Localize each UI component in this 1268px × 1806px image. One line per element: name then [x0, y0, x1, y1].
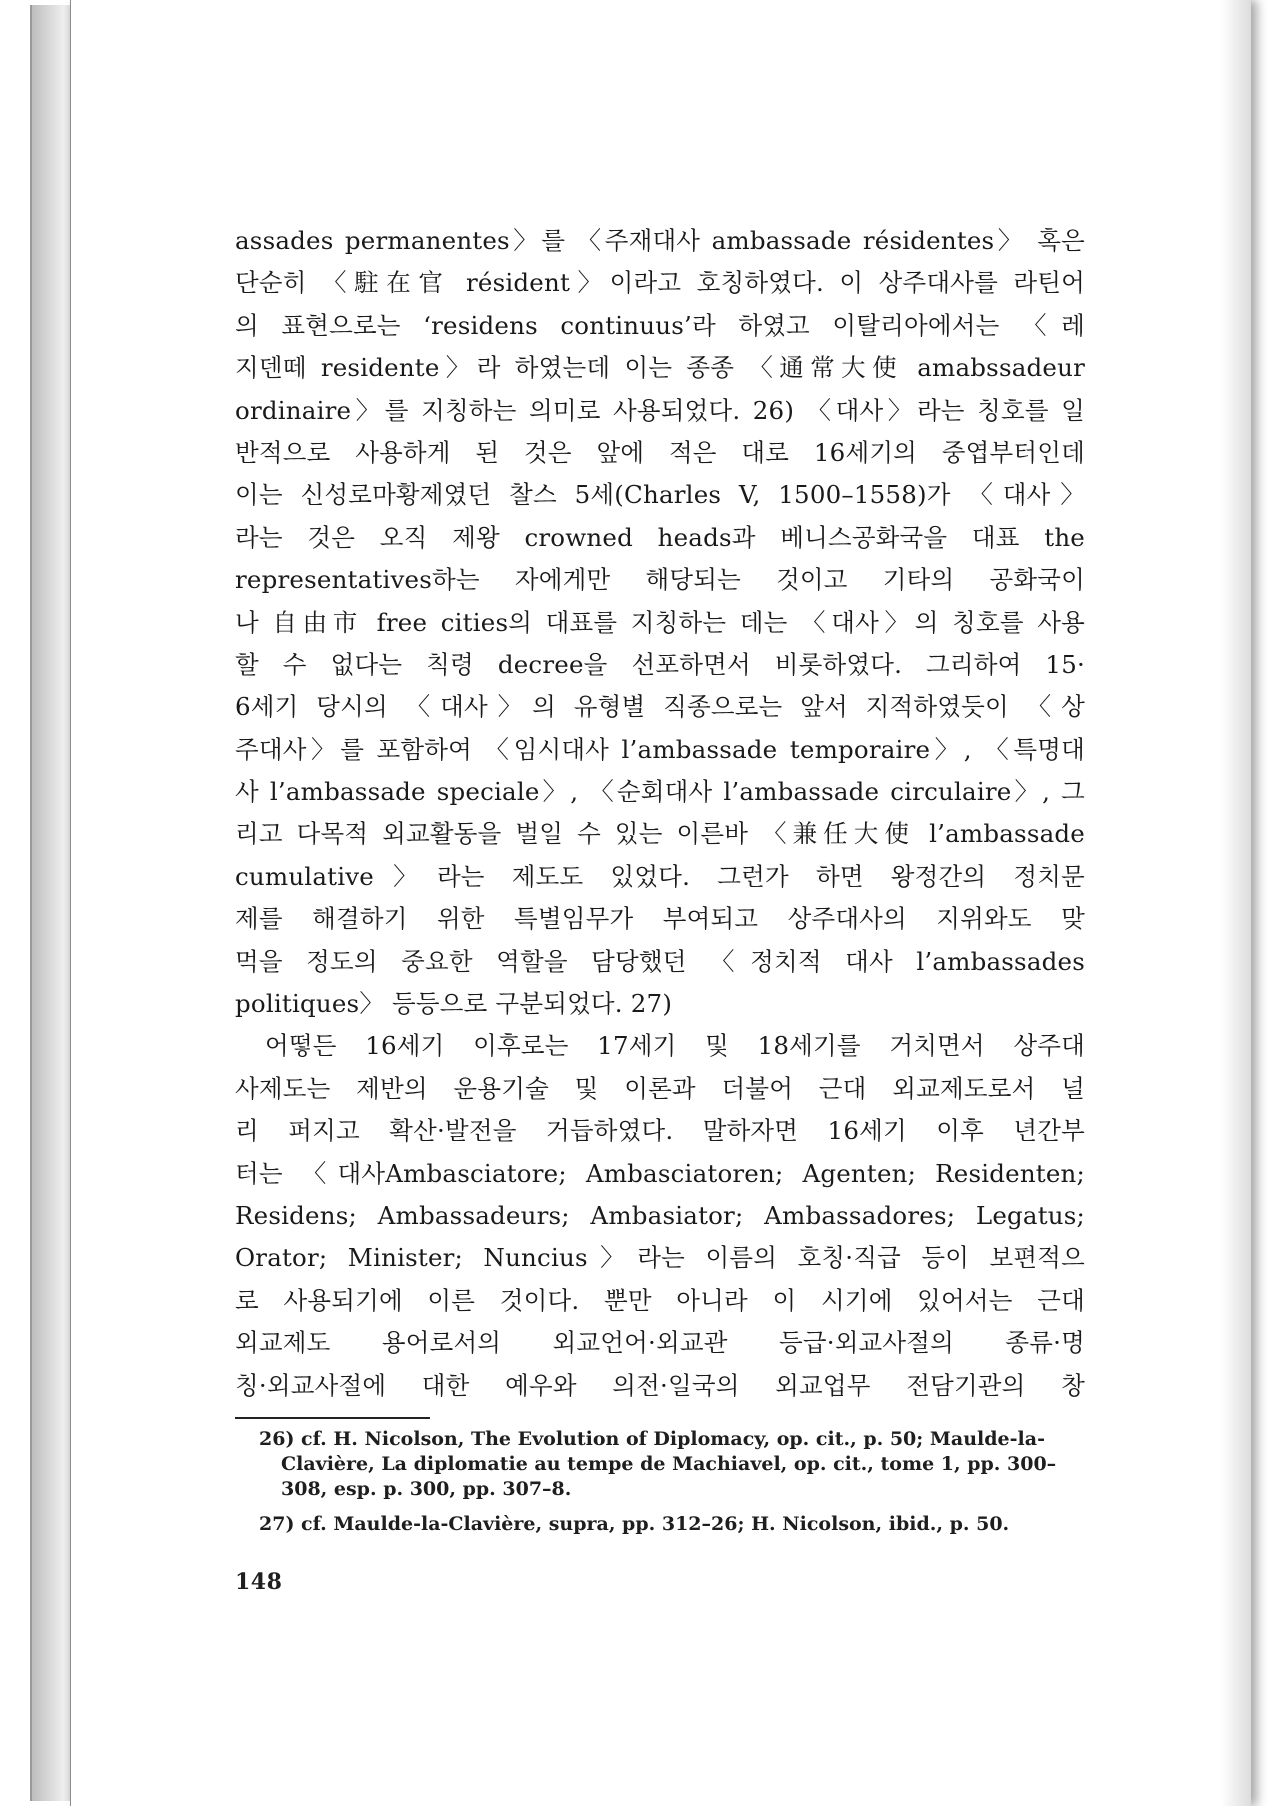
body-line: 6세기 당시의 〈대사〉의 유형별 직종으로는 앞서 지적하였듯이 〈상 [235, 692, 1085, 722]
body-line: 리고 다목적 외교활동을 벌일 수 있는 이른바 〈兼任大使 l’ambassade [235, 819, 1085, 849]
body-line: 외교제도 용어로서의 외교언어·외교관 등급·외교사절의 종류·명 [235, 1328, 1085, 1358]
body-line: 사 l’ambassade speciale〉, 〈순회대사 l’ambassade circulaire〉, 그 [235, 777, 1085, 807]
footnote-26-line: 308, esp. p. 300, pp. 307–8. [281, 1477, 572, 1500]
body-line: 나 自由市 free cities의 대표를 지칭하는 데는 〈대사〉의 칭호를 사용 [235, 607, 1085, 637]
body-line: politiques〉 등등으로 구분되었다. 27) [235, 989, 673, 1019]
page-number: 148 [235, 1568, 283, 1595]
body-line: 먹을 정도의 중요한 역할을 담당했던 〈정치적 대사 l’ambassades [235, 946, 1085, 976]
body-line: 이는 신성로마황제였던 찰스 5세(Charles V, 1500–1558)가 〈대사〉 [235, 480, 1085, 510]
body-line: 터는 〈대사Ambasciatore; Ambasciatoren; Agenten; Residenten; [235, 1158, 1085, 1188]
footnotes [235, 1427, 1085, 1537]
body-line: 할 수 없다는 칙령 decree을 선포하면서 비롯하였다. 그리하여 15· [235, 649, 1085, 679]
body-line: 칭·외교사절에 대한 예우와 의전·일국의 외교업무 전담기관의 창 [235, 1370, 1085, 1400]
page-text-column [235, 220, 1085, 1595]
body-line: 리 퍼지고 확산·발전을 거듭하였다. 말하자면 16세기 이후 년간부 [235, 1116, 1085, 1146]
footnote-26-line: Clavière, La diplomatie au tempe de Machiavel, op. cit., tome 1, pp. 300– [281, 1452, 1057, 1475]
footnote-27: 27) cf. Maulde-la-Clavière, supra, pp. 312–26; H. Nicolson, ibid., p. 50. [259, 1512, 1010, 1535]
body-line: ordinaire〉를 지칭하는 의미로 사용되었다. 26) 〈대사〉라는 칭호를 일 [235, 395, 1085, 425]
body-line: 라는 것은 오직 제왕 crowned heads과 베니스공화국을 대표 the [235, 522, 1085, 552]
footnote-26-line: 26) cf. H. Nicolson, The Evolution of Diplomacy, op. cit., p. 50; Maulde-la- [259, 1427, 1045, 1450]
body-line: Orator; Minister; Nuncius〉라는 이름의 호칭·직급 등이 보편적으 [235, 1243, 1085, 1273]
body-line: 사제도는 제반의 운용기술 및 이론과 더불어 근대 외교제도로서 널 [235, 1073, 1085, 1103]
body-line: assades permanentes〉를 〈주재대사 ambassade résidentes〉 혹은 [235, 226, 1085, 255]
body-line: 의 표현으로는 ‘residens continuus’라 하였고 이탈리아에서는 〈레 [235, 310, 1085, 340]
body-line: 로 사용되기에 이른 것이다. 뿐만 아니라 이 시기에 있어서는 근대 [235, 1285, 1085, 1315]
body-line: 주대사〉를 포함하여 〈임시대사 l’ambassade temporaire〉, 〈특명대 [235, 734, 1085, 764]
footnote-divider [235, 1417, 430, 1419]
body-line: 단순히 〈駐在官 résident〉이라고 호칭하였다. 이 상주대사를 라틴어 [235, 268, 1085, 298]
body-line: 반적으로 사용하게 된 것은 앞에 적은 대로 16세기의 중엽부터인데 [235, 437, 1085, 467]
body-line: Residens; Ambassadeurs; Ambasiator; Ambassadores; Legatus; [235, 1200, 1085, 1230]
page-right-shadow [1221, 0, 1251, 1806]
body-line: 어떻든 16세기 이후로는 17세기 및 18세기를 거치면서 상주대 [265, 1031, 1085, 1061]
body-line: cumulative〉라는 제도도 있었다. 그런가 하면 왕정간의 정치문 [235, 861, 1085, 891]
body-line: 제를 해결하기 위한 특별임무가 부여되고 상주대사의 지위와도 맞 [235, 904, 1085, 934]
body-line: 지덴떼 residente〉라 하였는데 이는 종종 〈通常大使 amabssadeur [235, 353, 1085, 383]
body-line: representatives하는 자에게만 해당되는 것이고 기타의 공화국이 [235, 565, 1085, 595]
